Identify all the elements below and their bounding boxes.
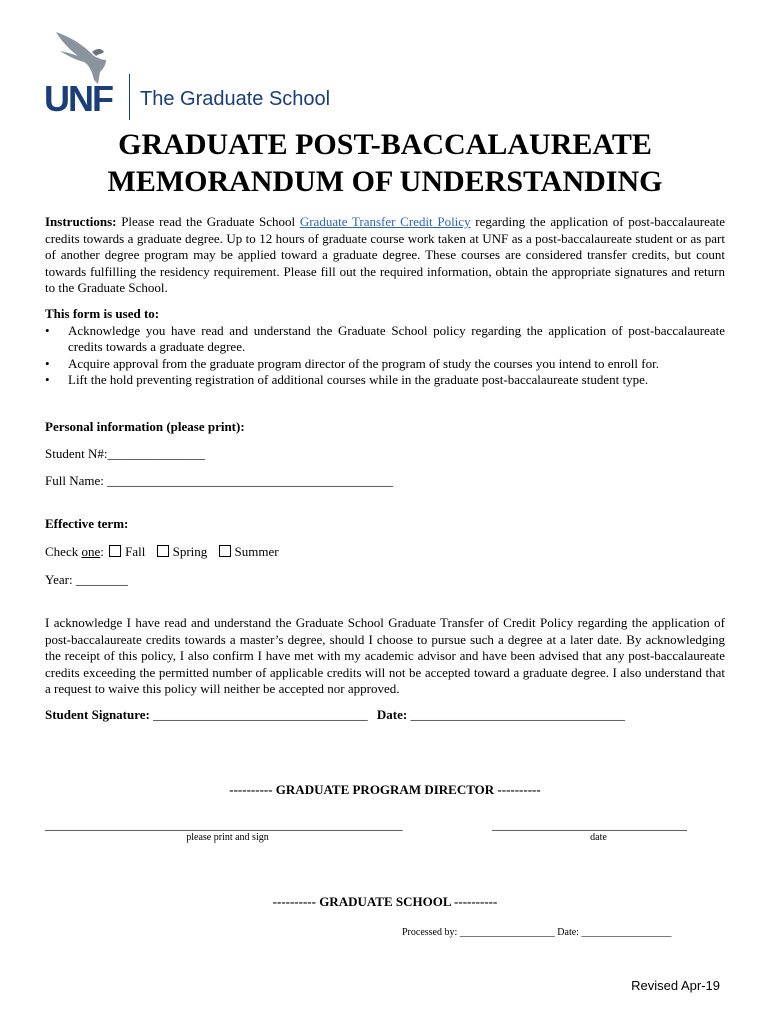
list-item-text: Acknowledge you have read and understand the Graduate School policy regarding the application of post-baccalaureate credits towards a graduate degree.	[68, 322, 725, 354]
full-name-label: Full Name:	[45, 473, 104, 488]
personal-info-heading: Personal information (please print):	[45, 419, 245, 434]
director-sign-caption: please print and sign	[186, 832, 269, 843]
school-name: The Graduate School	[140, 88, 331, 110]
grad-school-heading: ---------- GRADUATE SCHOOL ----------	[272, 894, 498, 909]
full-name-field[interactable]	[45, 473, 393, 489]
director-date-blank[interactable]: ______________________________	[492, 817, 687, 832]
check-label: Check	[45, 544, 79, 559]
year-blank[interactable]: ________	[75, 572, 128, 587]
list-item-text: Lift the hold preventing registration of additional courses while in the graduate post-baccalaureate student type.	[68, 372, 649, 387]
student-signature-row	[45, 707, 625, 723]
list-item: • Acquire approval from the graduate program director of the program of study the courses you intend to enroll for.	[45, 355, 659, 371]
fall-label: Fall	[125, 544, 146, 559]
check-colon: :	[100, 544, 104, 559]
uses-heading: This form is used to:	[45, 306, 160, 321]
instructions-text-1: Please read the Graduate School	[116, 214, 300, 229]
student-date-blank[interactable]: _________________________________	[410, 707, 625, 722]
check-one-label: one	[81, 544, 101, 559]
instructions-label: Instructions:	[45, 214, 117, 229]
list-item-text: Acquire approval from the graduate program director of the program of study the courses you intend to enroll for.	[68, 355, 659, 371]
processed-label: Processed by:	[402, 927, 458, 938]
term-check-row	[45, 544, 279, 560]
director-sign-blank[interactable]: _______________________________________________________	[45, 817, 403, 832]
transfer-credit-policy-link[interactable]: Graduate Transfer Credit Policy	[299, 214, 471, 229]
full-name-blank[interactable]: ____________________________________________	[107, 473, 394, 488]
acknowledgement-paragraph: I acknowledge I have read and understand the Graduate School Graduate Transfer of Credit Policy regarding the application of post-baccalaureate credits towards a master’s degree, should I choose to pursue such a degree at a later date. By acknowledging the receipt of this policy, I also confirm I have met with my academic advisor and have been advised that any post-baccalaureate credits exceeding the permitted number of applicable credits will not be accepted toward a graduate degree. I also understand that a request to waive this policy will neither be accepted nor approved.	[45, 615, 725, 696]
page-title	[0, 126, 770, 200]
processed-blank[interactable]: ___________________	[459, 927, 555, 938]
student-date-label: Date:	[376, 707, 408, 722]
revised-date: Revised Apr-19	[631, 978, 720, 993]
title-line-2: MEMORANDUM OF UNDERSTANDING	[107, 165, 663, 198]
list-item: • Acknowledge you have read and understand the Graduate School policy regarding the application of post-baccalaureate credits towards a graduate degree.	[45, 322, 725, 354]
year-field[interactable]	[45, 572, 128, 588]
director-heading: ---------- GRADUATE PROGRAM DIRECTOR ----------	[229, 782, 541, 797]
spring-checkbox[interactable]	[157, 545, 169, 557]
fall-checkbox[interactable]	[109, 545, 121, 557]
unf-logo	[44, 30, 334, 125]
processed-date-blank[interactable]: __________________	[581, 927, 672, 938]
year-label: Year:	[45, 572, 73, 587]
effective-term-heading: Effective term:	[45, 516, 129, 531]
instructions-paragraph	[45, 214, 725, 297]
title-line-1: GRADUATE POST-BACCALAUREATE	[118, 128, 652, 161]
student-n-field[interactable]	[45, 446, 205, 462]
list-item: • Lift the hold preventing registration of additional courses while in the graduate post-baccalaureate student type.	[45, 372, 649, 387]
unf-wordmark: UNF	[44, 78, 112, 119]
student-signature-blank[interactable]: _________________________________	[153, 707, 368, 722]
student-signature-label: Student Signature:	[45, 707, 150, 722]
uses-section	[45, 306, 725, 389]
uses-list	[45, 323, 725, 389]
logo-divider	[129, 74, 130, 120]
director-date-caption: date	[590, 832, 607, 843]
summer-label: Summer	[234, 544, 279, 559]
summer-checkbox[interactable]	[219, 545, 231, 557]
spring-label: Spring	[172, 544, 208, 559]
instructions-text-2: regarding the application of post-baccalaureate credits towards a graduate degree. Up to 12 hours of graduate course work taken at UNF as a post-baccalaureate student or as part of another degree program may be applied toward a graduate degree. These courses are considered transfer credits, but count towards fulfilling the residency requirement. Please fill out the required information, obtain the appropriate signatures and return to the Graduate School.	[45, 214, 725, 295]
processed-row	[402, 927, 671, 938]
student-n-blank[interactable]: _______________	[107, 446, 205, 461]
processed-date-label: Date:	[557, 927, 579, 938]
student-n-label: Student N#:	[45, 446, 108, 461]
